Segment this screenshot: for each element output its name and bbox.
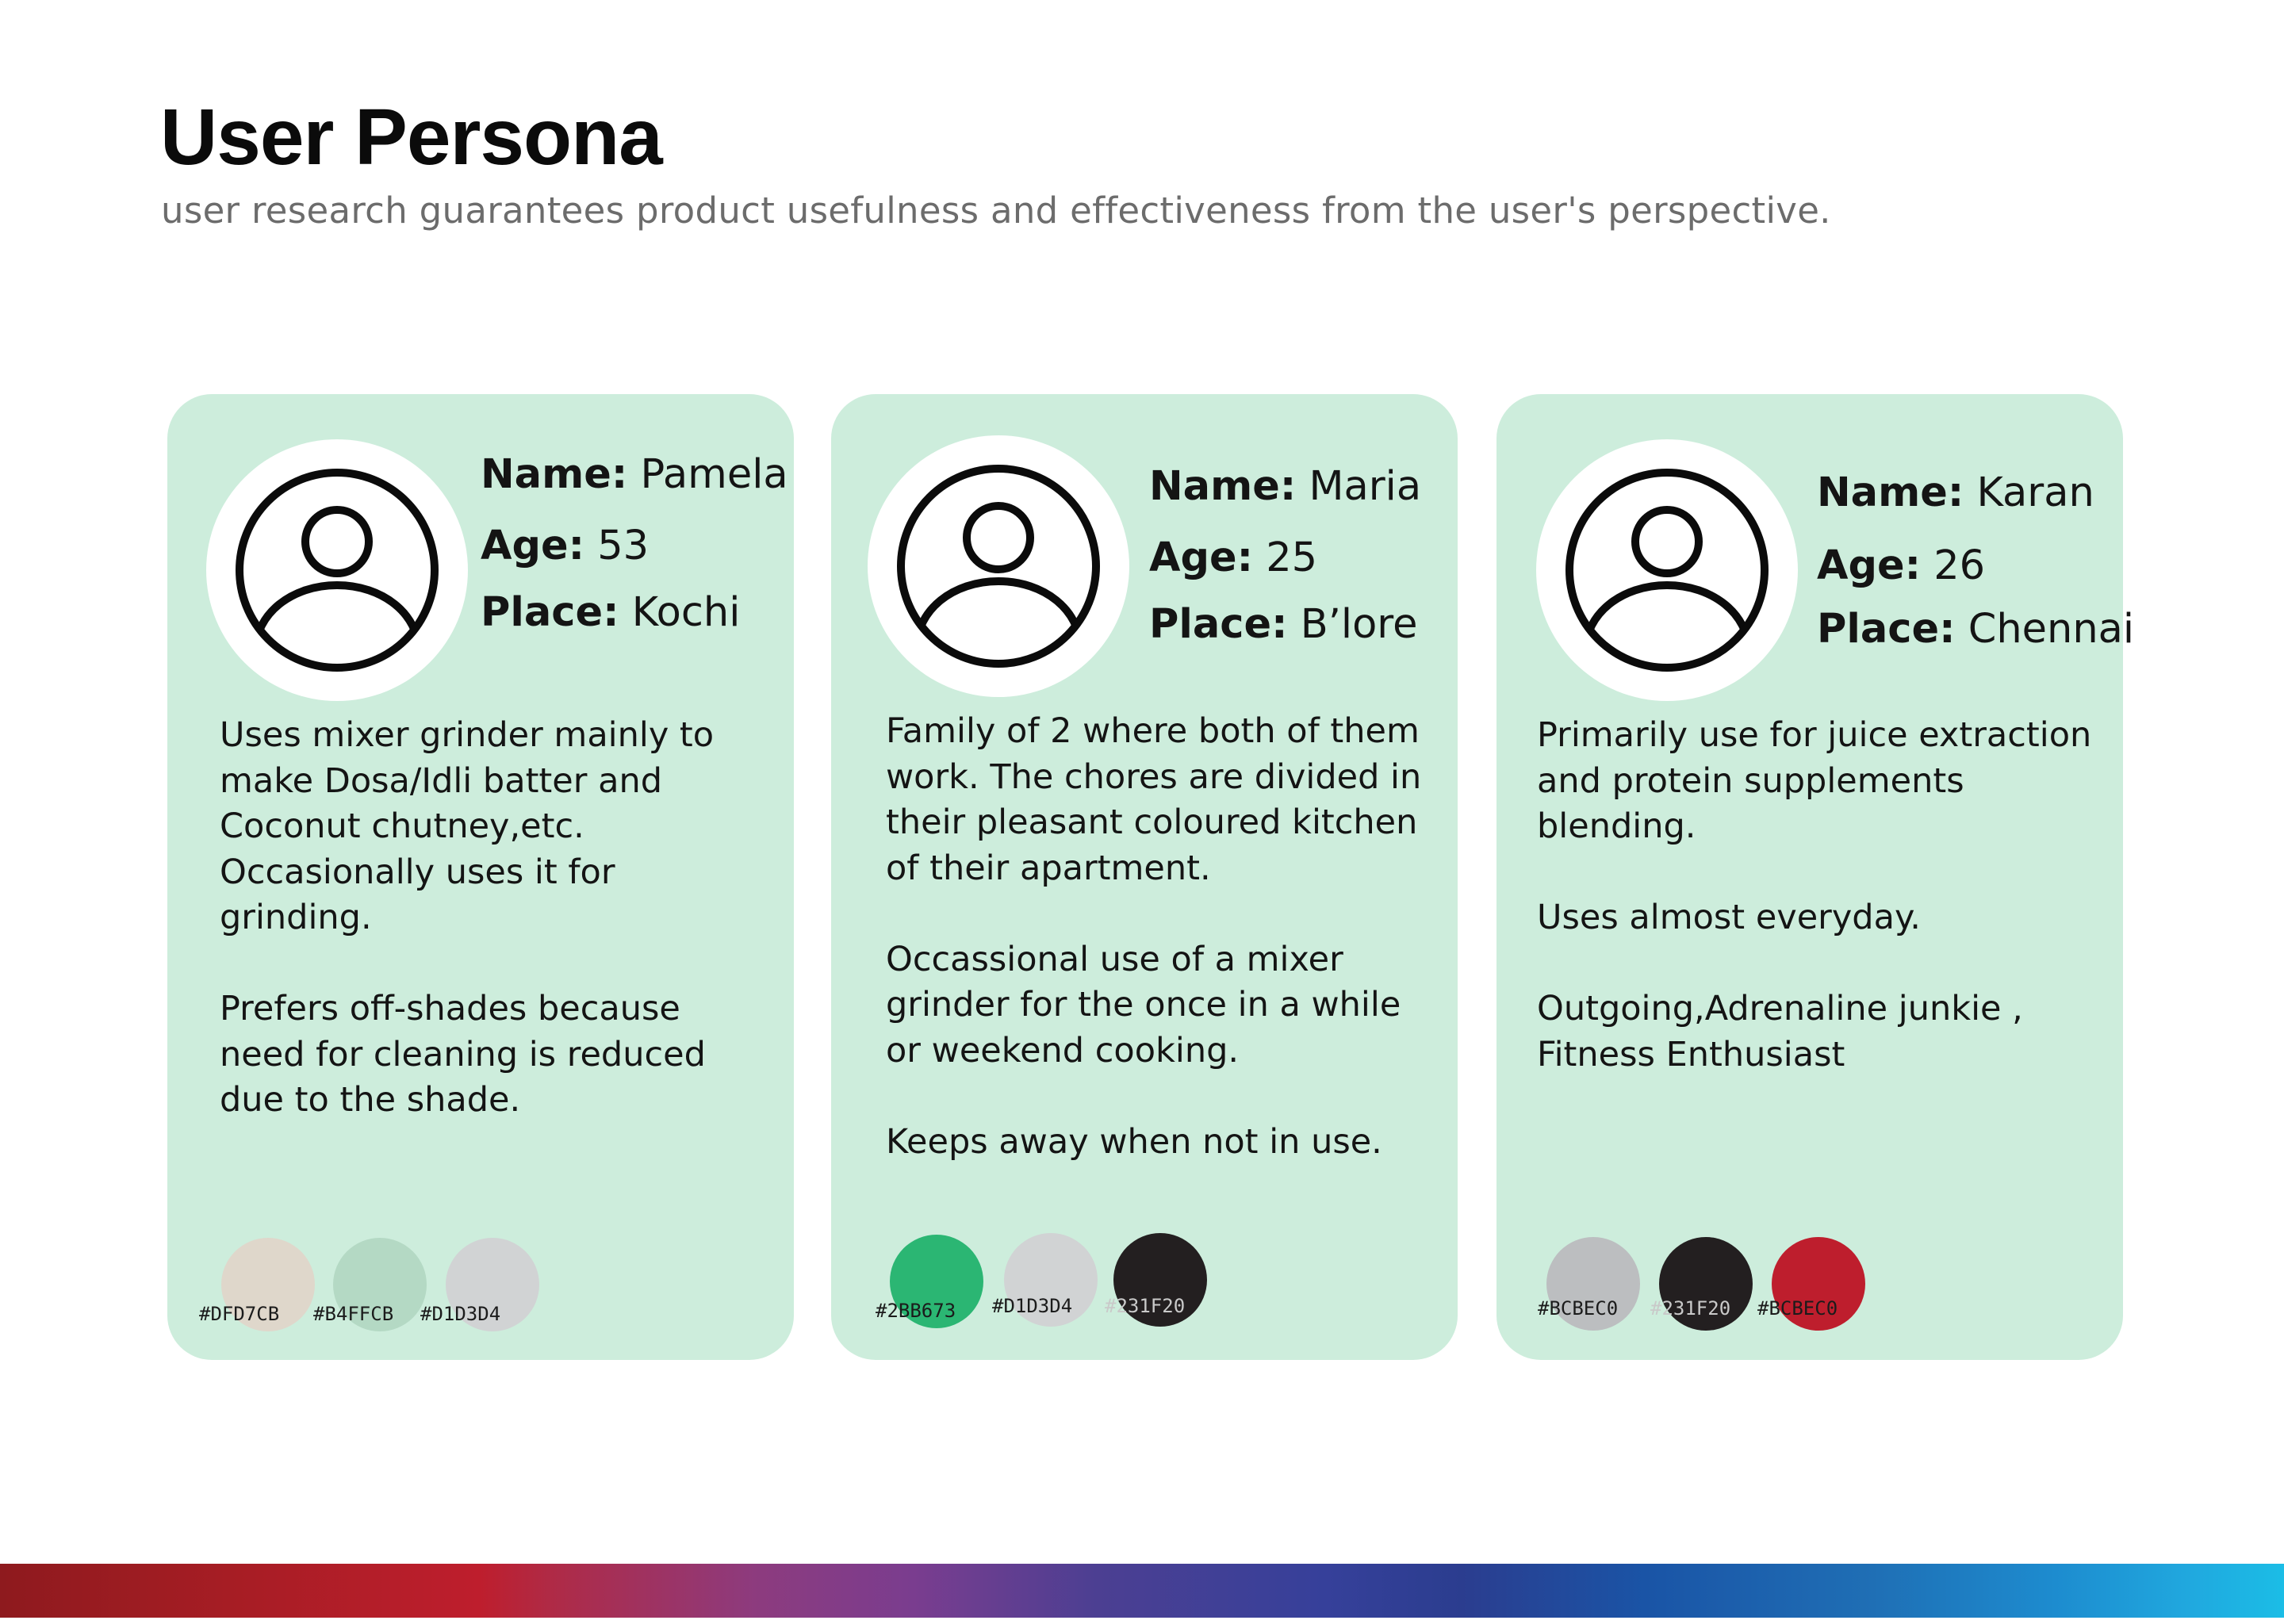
place-label: Place: <box>1149 601 1288 648</box>
persona-name-row <box>481 450 788 521</box>
name-label: Name: <box>1149 463 1297 510</box>
avatar <box>1536 439 1798 701</box>
persona-card-pamela <box>167 394 794 1360</box>
persona-age-row <box>1149 533 1421 599</box>
color-swatch-label: #B4FFCB <box>313 1303 394 1325</box>
persona-name: Maria <box>1309 463 1422 510</box>
persona-place: Chennai <box>1968 606 2135 653</box>
color-swatch-label: #231F20 <box>1105 1295 1186 1317</box>
description-paragraph: Uses almost everyday. <box>1537 898 1921 937</box>
persona-card-maria <box>831 394 1458 1360</box>
persona-place-row <box>481 588 788 638</box>
color-swatch-label: #DFD7CB <box>199 1303 280 1325</box>
name-label: Name: <box>1817 469 1964 516</box>
persona-age: 25 <box>1266 534 1318 581</box>
color-swatch-label: #2BB673 <box>876 1300 956 1322</box>
persona-description <box>886 709 1441 1165</box>
persona-info <box>1149 462 1421 650</box>
persona-name-row <box>1149 462 1421 533</box>
user-avatar-icon <box>868 435 1129 697</box>
persona-name: Karan <box>1976 469 2094 516</box>
description-paragraph: Prefers off-shades because need for cleaning is reduced due to the shade. <box>220 989 706 1120</box>
persona-place: B’lore <box>1300 601 1418 648</box>
description-paragraph: Uses mixer grinder mainly to make Dosa/Idli batter and Coconut chutney,etc. Occasionally uses it for grinding. <box>220 715 715 937</box>
age-label: Age: <box>1149 534 1253 581</box>
color-swatch-label: #D1D3D4 <box>420 1303 501 1325</box>
persona-age-row <box>481 521 788 588</box>
color-swatch-label: #BCBEC0 <box>1757 1297 1838 1320</box>
persona-info <box>481 450 788 638</box>
description-paragraph: Outgoing,Adrenaline junkie , Fitness Enthusiast <box>1537 989 2023 1074</box>
description-paragraph: Occassional use of a mixer grinder for the once in a while or weekend cooking. <box>886 939 1401 1071</box>
avatar <box>206 439 468 701</box>
page-title: User Persona <box>160 93 662 182</box>
place-label: Place: <box>1817 606 1956 653</box>
persona-age: 53 <box>597 523 650 569</box>
color-swatch-label: #BCBEC0 <box>1538 1297 1619 1320</box>
persona-description <box>220 713 775 1124</box>
persona-place: Kochi <box>631 589 741 636</box>
persona-age: 26 <box>1933 542 1986 589</box>
persona-name: Pamela <box>640 451 788 498</box>
persona-name-row <box>1817 468 2134 541</box>
description-paragraph: Keeps away when not in use. <box>886 1121 1382 1162</box>
description-paragraph: Family of 2 where both of them work. The chores are divided in their pleasant coloured kitchen of their apartment. <box>886 711 1422 888</box>
description-paragraph: Primarily use for juice extraction and protein supplements blending. <box>1537 715 2092 846</box>
page-subtitle: user research guarantees product usefulness and effectiveness from the user's perspective. <box>161 190 1831 232</box>
persona-age-row <box>1817 541 2134 604</box>
place-label: Place: <box>481 589 619 636</box>
persona-place-row <box>1149 599 1421 650</box>
user-avatar-icon <box>206 439 468 701</box>
decorative-gradient-band <box>0 1564 2284 1618</box>
persona-info <box>1817 468 2134 655</box>
persona-description <box>1537 713 2092 1078</box>
color-swatch-label: #D1D3D4 <box>992 1295 1073 1317</box>
avatar <box>868 435 1129 697</box>
name-label: Name: <box>481 451 628 498</box>
persona-card-karan <box>1496 394 2135 1360</box>
user-avatar-icon <box>1536 439 1798 701</box>
age-label: Age: <box>1817 542 1921 589</box>
color-swatch-label: #231F20 <box>1650 1297 1731 1320</box>
persona-place-row <box>1817 604 2134 655</box>
age-label: Age: <box>481 523 584 569</box>
